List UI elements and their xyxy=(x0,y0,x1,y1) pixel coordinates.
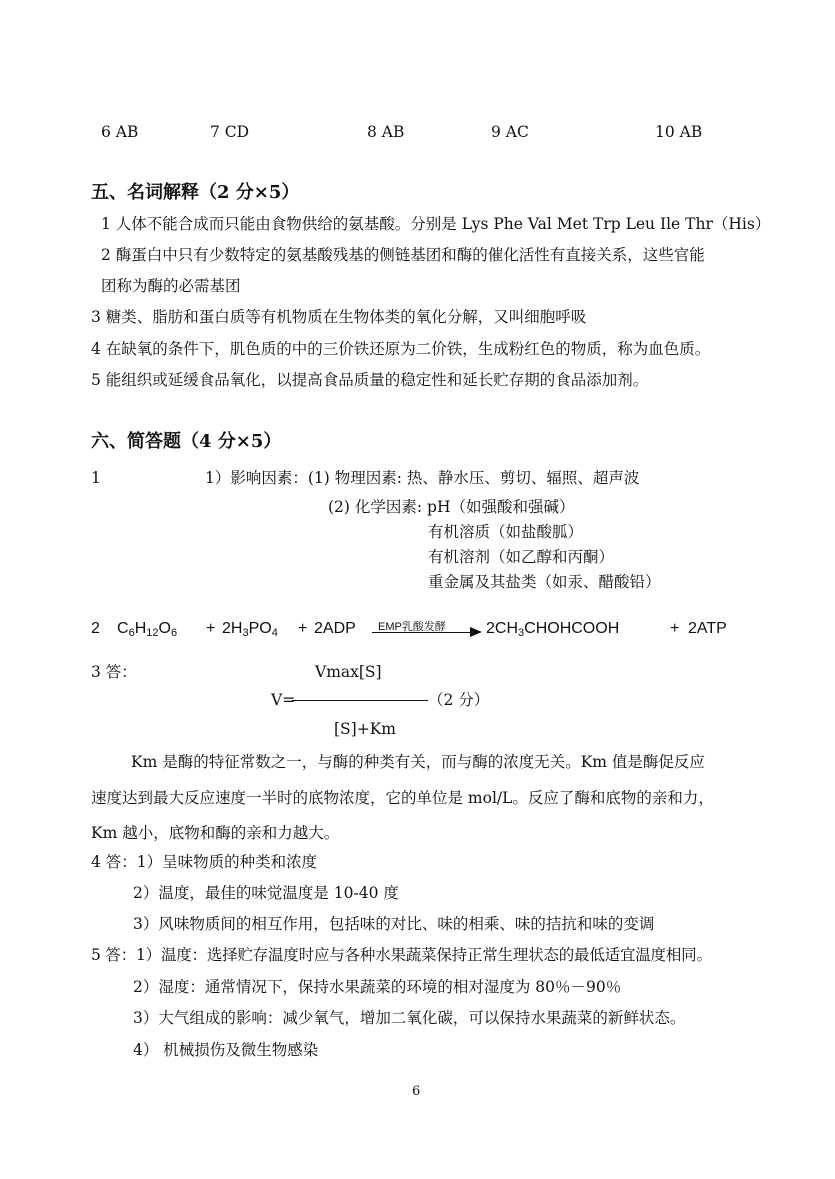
q2-adp: 2ADP xyxy=(314,620,356,637)
q1-line1: 1）影响因素：(1) 物理因素: 热、静水压、剪切、辐照、超声波 xyxy=(205,469,640,487)
answer-10: 10 AB xyxy=(655,123,703,141)
section5-item-2-cont: 团称为酶的必需基团 xyxy=(101,277,241,295)
answer-8: 8 AB xyxy=(367,123,405,141)
q5-line3: 3）大气组成的影响：减少氧气，增加二氧化碳，可以保持水果蔬菜的新鲜状态。 xyxy=(133,1009,686,1027)
section5-item-3: 3 糖类、脂肪和蛋白质等有机物质在生物体类的氧化分解，又叫细胞呼吸 xyxy=(91,308,587,326)
section6-heading: 六、简答题（4 分×5） xyxy=(91,431,282,452)
q2-lactic-acid: $2CH_3CHOHCOOH$ xyxy=(486,620,620,639)
q4-line3: 3）风味物质间的相互作用，包括味的对比、味的相乘、味的拮抗和味的变调 xyxy=(133,915,655,933)
q1-line4: 有机溶剂（如乙醇和丙酮） xyxy=(428,548,615,566)
q2-plus-1: + xyxy=(206,620,216,637)
q4-line1: 4 答：1）呈味物质的种类和浓度 xyxy=(91,853,318,871)
q2-plus-3: + xyxy=(670,620,680,637)
q2-atp: 2ATP xyxy=(688,620,727,637)
q3-para-line1: Km 是酶的特征常数之一，与酶的种类有关，而与酶的浓度无关。Km 值是酶促反应 xyxy=(131,753,705,771)
q4-line2: 2）温度，最佳的味觉温度是 10-40 度 xyxy=(133,884,399,902)
q1-line2: (2) 化学因素: pH（如强酸和强碱） xyxy=(328,498,575,516)
q3-denominator: [S]+Km xyxy=(334,720,396,738)
q1-line3: 有机溶质（如盐酸胍） xyxy=(428,523,584,541)
q2-phosphoric-acid: $2H_3PO_4$ xyxy=(222,620,278,639)
q3-fraction-line xyxy=(292,700,428,701)
section5-item-5: 5 能组织或延缓食品氧化，以提高食品质量的稳定性和延长贮存期的食品添加剂。 xyxy=(91,371,649,389)
q3-score: （2 分） xyxy=(428,691,490,709)
answer-9: 9 AC xyxy=(491,123,529,141)
q2-glucose: $C_6H_{12}O_6$ xyxy=(117,620,178,639)
section5-heading: 五、名词解释（2 分×5） xyxy=(91,182,300,203)
q3-para-line3: Km 越小，底物和酶的亲和力越大。 xyxy=(91,824,340,842)
q5-line1: 5 答：1）温度：选择贮存温度时应与各种水果蔬菜保持正常生理状态的最低适宜温度相同。 xyxy=(91,946,712,964)
section5-item-1: 1 人体不能合成而只能由食物供给的氨基酸。分别是 Lys Phe Val Met Trp Leu Ile Thr（His） xyxy=(101,215,771,233)
answer-6: 6 AB xyxy=(101,123,139,141)
q2-reaction-arrow xyxy=(372,632,472,633)
section5-item-2: 2 酶蛋白中只有少数特定的氨基酸残基的侧链基团和酶的催化活性有直接关系，这些官能 xyxy=(101,246,705,264)
section5-item-4: 4 在缺氧的条件下，肌色质的中的三价铁还原为二价铁，生成粉红色的物质，称为血色质。 xyxy=(91,340,711,358)
q2-plus-2: + xyxy=(298,620,308,637)
q2-arrow-label: EMP乳酸发酵 xyxy=(378,621,446,633)
q3-para-line2: 速度达到最大反应速度一半时的底物浓度，它的单位是 mol/L。反应了酶和底物的亲和力， xyxy=(91,789,714,807)
answer-7: 7 CD xyxy=(210,123,250,141)
q3-lhs: V= xyxy=(271,691,296,709)
q2-number: 2 xyxy=(91,620,100,637)
q5-line2: 2）湿度：通常情况下，保持水果蔬菜的环境的相对湿度为 80％－90％ xyxy=(133,978,622,996)
page-number: 6 xyxy=(412,1084,421,1099)
q2-arrow-head-icon xyxy=(470,627,482,637)
q3-numerator: Vmax[S] xyxy=(315,663,382,681)
q1-line5: 重金属及其盐类（如汞、醋酸铅） xyxy=(428,573,661,591)
q1-number: 1 xyxy=(91,469,101,487)
q5-line4: 4） 机械损伤及微生物感染 xyxy=(133,1041,319,1059)
q3-label: 3 答： xyxy=(91,663,137,681)
